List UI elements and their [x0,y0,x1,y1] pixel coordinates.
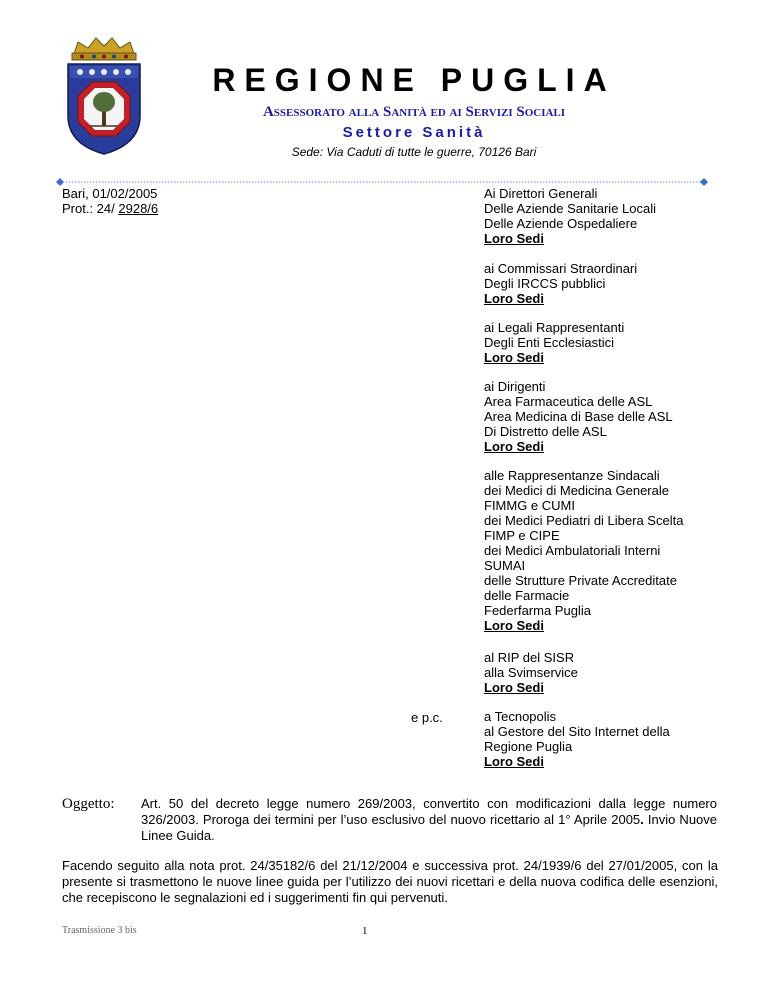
loro-sedi: Loro Sedi [484,291,544,306]
recipient-block-sindacali [484,468,683,633]
recipient-line: ai Commissari Straordinari [484,261,638,276]
recipient-line: a Tecnopolis [484,709,557,724]
recipient-line: alla Svimservice [484,665,578,680]
loro-sedi: Loro Sedi [484,680,544,695]
loro-sedi: Loro Sedi [484,439,544,454]
recipient-block-dirigenti [484,379,673,454]
recipient-line: SUMAI [484,558,526,573]
recipient-block-sisr [484,650,578,695]
recipient-block-legali [484,320,624,365]
recipient-line: Federfarma Puglia [484,603,591,618]
recipient-line: FIMMG e CUMI [484,498,575,513]
sede-address: Sede: Via Caduti di tutte le guerre, 70126 Bari [291,145,537,159]
recipient-line: al RIP del SISR [484,650,575,665]
recipient-line: Di Distretto delle ASL [484,424,607,439]
oggetto-text [141,796,717,844]
protocol-line [62,201,158,216]
body-paragraph: Facendo seguito alla nota prot. 24/35182/6 del 21/12/2004 e successiva prot. 24/1939/6 del 27/01/2005, con la presente si trasmettono le nuove linee guida per l’utilizzo dei nuovi ricettari e della nuova codifica delle esenzioni, che recepiscono le segnalazioni ed i suggerimenti fin qui pervenuti. [62,858,718,905]
loro-sedi: Loro Sedi [484,754,544,769]
header-separator [56,178,708,186]
recipient-line: al Gestore del Sito Internet della [484,724,670,739]
recipient-line: ai Dirigenti [484,379,546,394]
recipient-line: Area Farmaceutica delle ASL [484,394,653,409]
recipient-block-direttori [484,186,656,246]
loro-sedi: Loro Sedi [484,350,544,365]
recipient-line: Area Medicina di Base delle ASL [484,409,673,424]
page-number: 1 [362,925,368,937]
oggetto-period: . [640,812,644,827]
oggetto-tail: Invio Nuove Linee Guida. [141,812,718,843]
protocol-prefix: Prot.: 24/ [62,201,119,216]
recipient-line: ai Legali Rappresentanti [484,320,625,335]
recipient-line: alle Rappresentanze Sindacali [484,468,660,483]
recipient-line: dei Medici di Medicina Generale [484,483,669,498]
recipient-line: dei Medici Pediatri di Libera Scelta [484,513,684,528]
recipient-line: delle Strutture Private Accreditate [484,573,677,588]
recipient-line: Regione Puglia [484,739,573,754]
recipient-block-commissari [484,261,637,306]
recipient-block-cc [484,709,670,769]
recipient-line: dei Medici Ambulatoriali Interni [484,543,661,558]
recipient-line: Degli IRCCS pubblici [484,276,606,291]
recipient-line: Delle Aziende Sanitarie Locali [484,201,656,216]
region-title: REGIONE PUGLIA [212,62,616,98]
recipient-line: delle Farmacie [484,588,570,603]
footer-document-name: Trasmissione 3 bis [62,925,137,936]
oggetto-main: Art. 50 del decreto legge numero 269/2003, convertito con modificazioni dalla legge numero 326/2003. Proroga dei termini per l’uso esclusivo del nuovo ricettario al 1° Aprile 2005 [141,796,717,827]
letter-date: Bari, 01/02/2005 [62,186,158,201]
recipient-line: FIMP e CIPE [484,528,560,543]
recipient-line: Ai Direttori Generali [484,186,598,201]
loro-sedi: Loro Sedi [484,231,544,246]
assessorato-heading: Assessorato alla Sanità ed ai Servizi Sociali [262,104,566,120]
cc-label: e p.c. [411,710,443,725]
recipient-line: Degli Enti Ecclesiastici [484,335,615,350]
settore-heading: Settore Sanità [342,124,486,141]
recipient-line: Delle Aziende Ospedaliere [484,216,638,231]
letter-meta [62,186,158,216]
loro-sedi: Loro Sedi [484,618,544,633]
oggetto-label: Oggetto: [62,796,115,812]
protocol-number: 2928/6 [118,201,159,216]
